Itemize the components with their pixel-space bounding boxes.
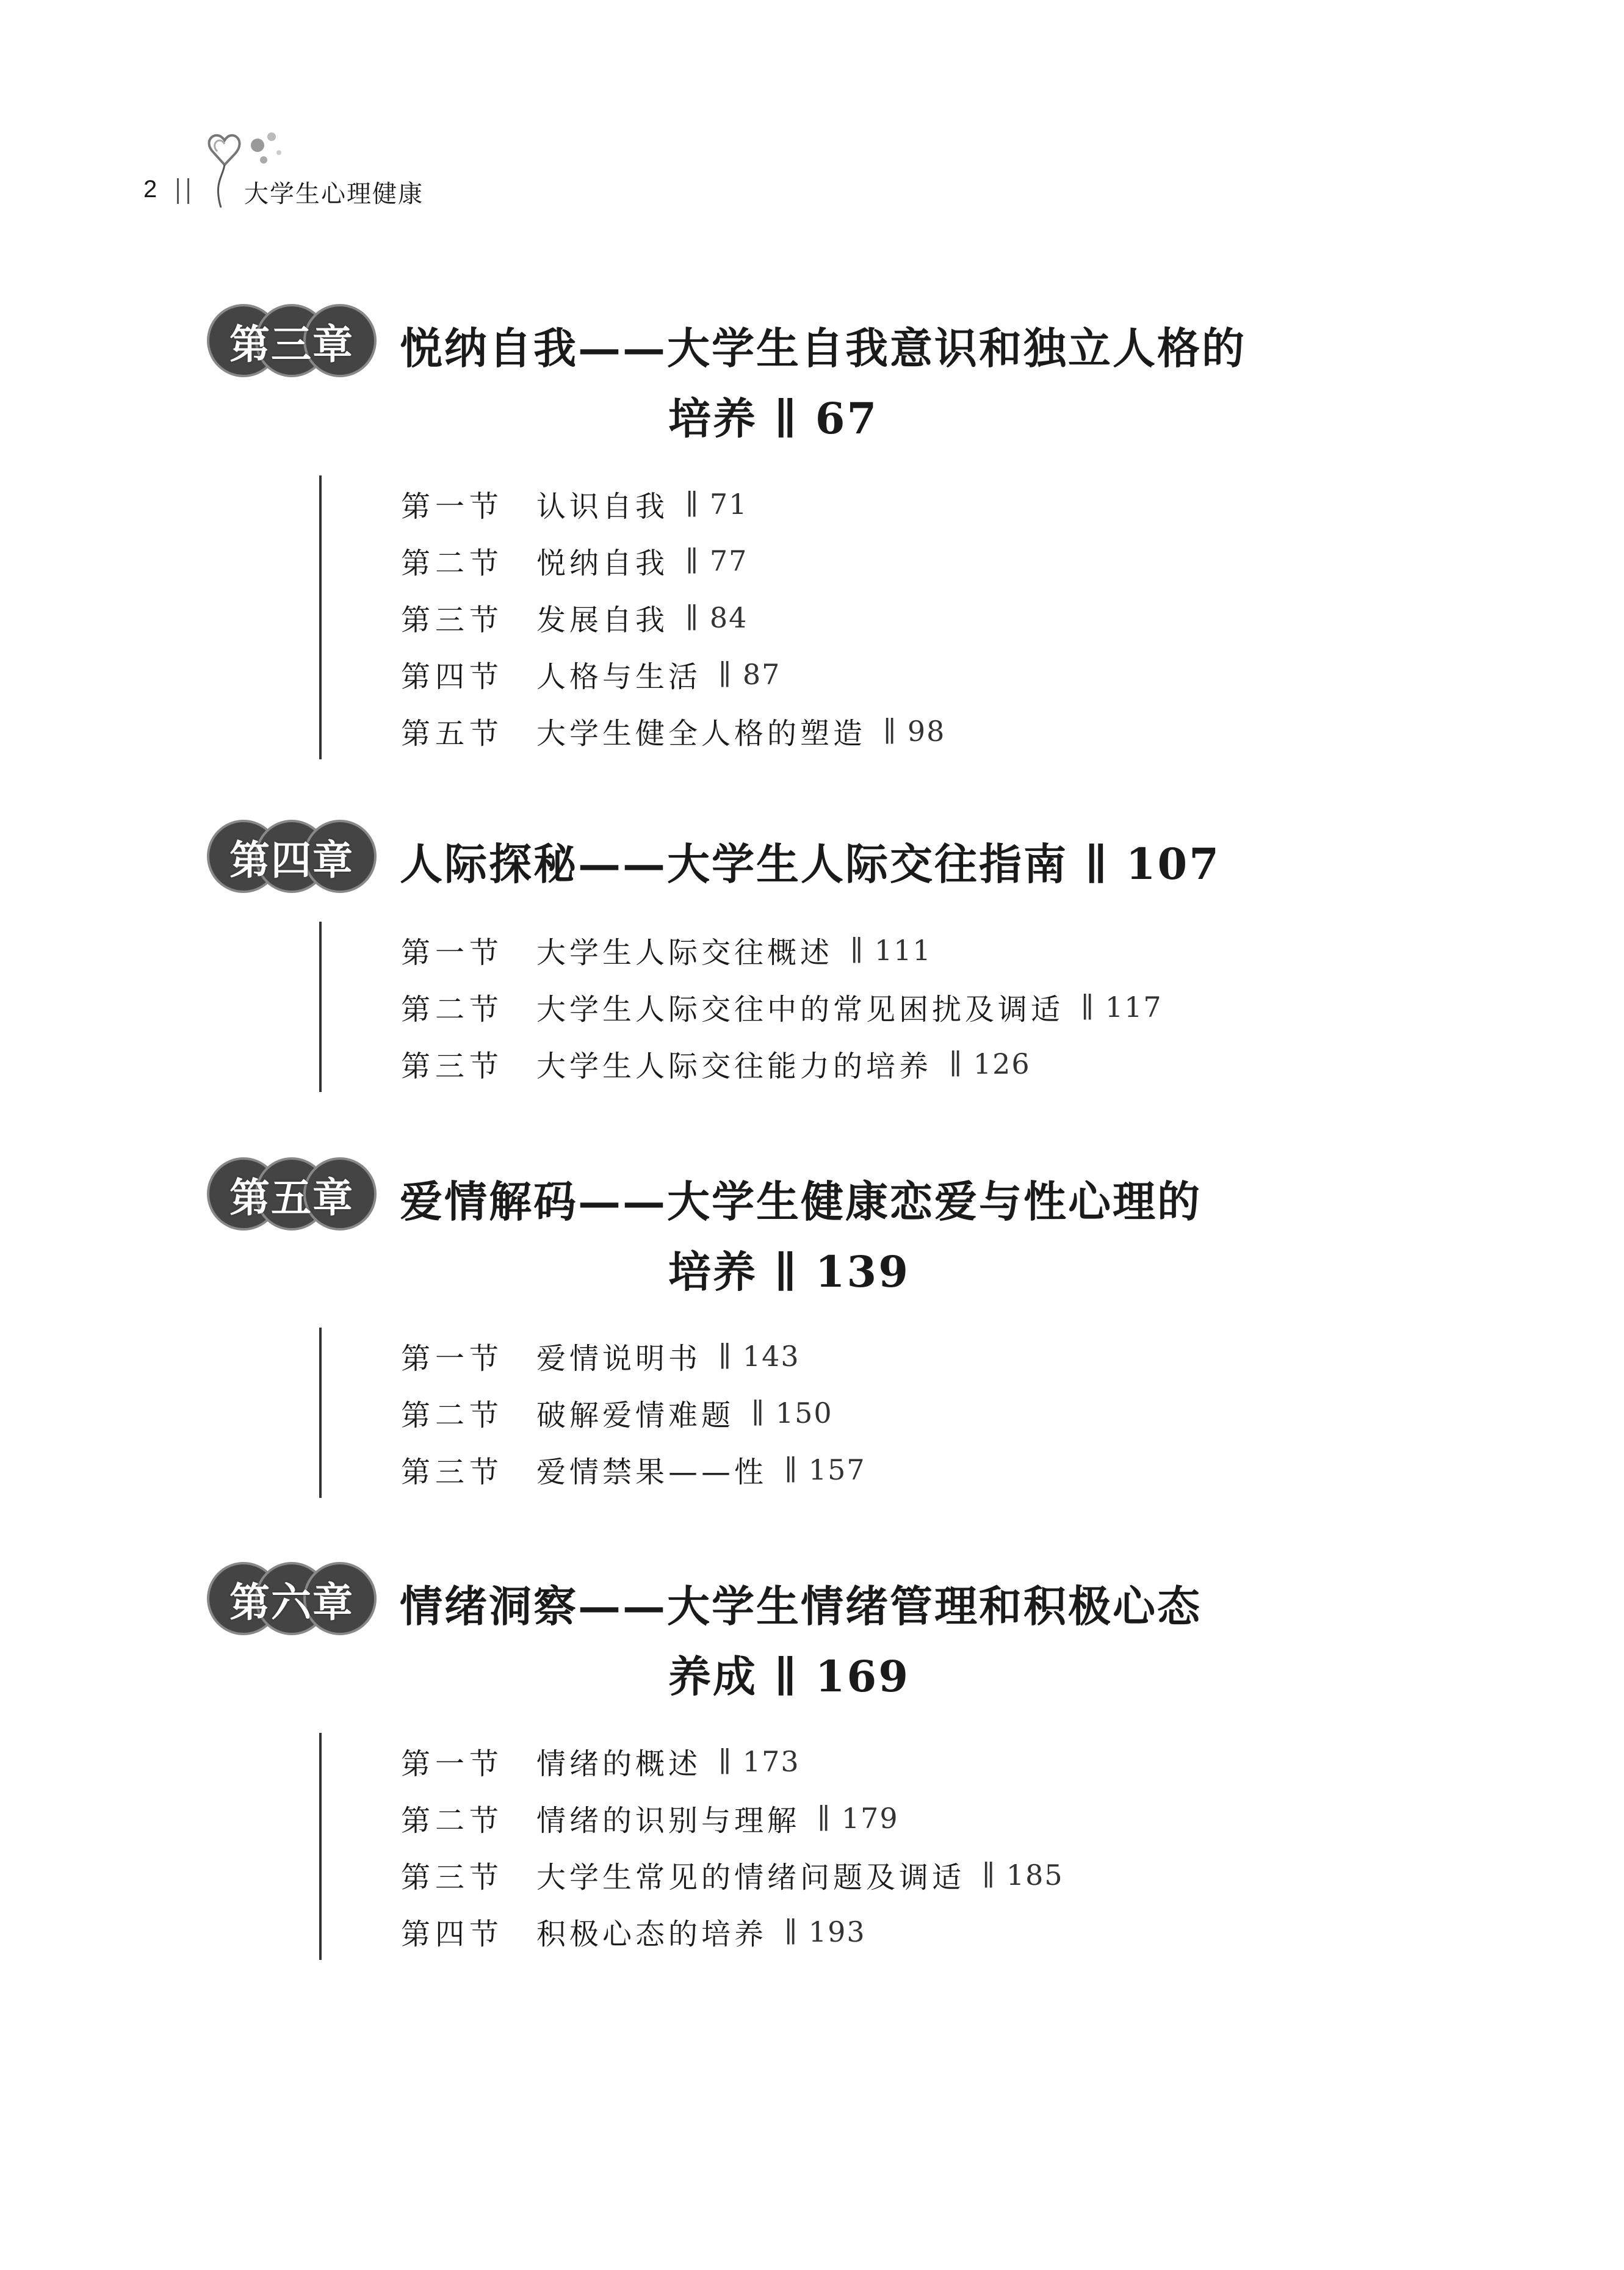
section-title: 大学生健全人格的塑造 (536, 717, 867, 751)
section-list (319, 922, 1163, 1092)
section-number: 第三节 (401, 1860, 504, 1895)
chapter-badge (206, 819, 377, 894)
section-number: 第四节 (401, 1917, 504, 1951)
section-item[interactable] (401, 1903, 1064, 1960)
section-item[interactable] (401, 532, 945, 589)
page-number: 2 (143, 176, 157, 203)
section-item[interactable] (401, 589, 945, 646)
section-title: 大学生常见的情绪问题及调适 (536, 1860, 965, 1895)
section-page: ∥ 117 (1081, 990, 1163, 1024)
section-number: 第一节 (401, 936, 504, 970)
section-page: ∥ 98 (883, 714, 946, 748)
section-title: 情绪的识别与理解 (536, 1804, 801, 1838)
section-title: 大学生人际交往中的常见困扰及调适 (536, 992, 1064, 1027)
section-number: 第三节 (401, 603, 504, 637)
chapter-badge (206, 303, 377, 378)
section-title: 爱情说明书 (536, 1342, 702, 1376)
chapter-title[interactable]: 人际探秘——大学生人际交往指南 ∥ 107 (400, 839, 1221, 889)
section-list (319, 1733, 1064, 1960)
section-title: 情绪的概述 (536, 1747, 702, 1781)
section-page: ∥ 150 (751, 1396, 833, 1430)
chapter-title[interactable]: 爱情解码——大学生健康恋爱与性心理的 (400, 1176, 1202, 1227)
chapter-title-continued[interactable]: 培养 ∥ 67 (668, 393, 879, 444)
chapter-title-continued[interactable]: 培养 ∥ 139 (668, 1246, 910, 1297)
section-title: 认识自我 (536, 490, 669, 524)
section-page: ∥ 193 (784, 1915, 866, 1948)
section-page: ∥ 71 (685, 487, 748, 521)
section-title: 积极心态的培养 (536, 1917, 768, 1951)
section-item[interactable] (401, 1846, 1064, 1903)
section-item[interactable] (401, 475, 945, 532)
section-title: 悦纳自我 (536, 546, 669, 580)
section-page: ∥ 185 (982, 1858, 1064, 1892)
section-title: 大学生人际交往概述 (536, 936, 834, 970)
section-number: 第三节 (401, 1455, 504, 1489)
chapter-badge-label: 第五章 (229, 1173, 354, 1221)
section-item[interactable] (401, 1733, 1064, 1790)
running-header (140, 116, 690, 214)
section-page: ∥ 157 (784, 1453, 866, 1486)
section-list (319, 1328, 866, 1498)
section-title: 发展自我 (536, 603, 669, 637)
section-number: 第五节 (401, 717, 504, 751)
header-divider (177, 178, 189, 204)
section-number: 第一节 (401, 1747, 504, 1781)
section-page: ∥ 84 (685, 601, 748, 634)
section-page: ∥ 111 (850, 933, 932, 967)
chapter-badge-label: 第六章 (229, 1578, 354, 1626)
chapter-badge (206, 1561, 377, 1636)
section-item[interactable] (401, 1790, 1064, 1846)
chapter-badge (206, 1157, 377, 1231)
section-list (319, 475, 945, 759)
section-number: 第二节 (401, 992, 504, 1027)
book-title: 大学生心理健康 (244, 180, 424, 208)
section-item[interactable] (401, 1384, 866, 1441)
section-title: 大学生人际交往能力的培养 (536, 1049, 933, 1083)
section-item[interactable] (401, 922, 1163, 978)
section-page: ∥ 179 (817, 1801, 899, 1835)
section-number: 第二节 (401, 546, 504, 580)
section-item[interactable] (401, 646, 945, 703)
chapter-title[interactable]: 悦纳自我——大学生自我意识和独立人格的 (400, 323, 1246, 374)
section-title: 人格与生活 (536, 660, 702, 694)
section-number: 第一节 (401, 490, 504, 524)
section-title: 破解爱情难题 (536, 1398, 735, 1433)
section-title: 爱情禁果——性 (536, 1455, 768, 1489)
section-item[interactable] (401, 1328, 866, 1384)
section-item[interactable] (401, 1035, 1163, 1092)
section-page: ∥ 173 (718, 1744, 800, 1778)
section-page: ∥ 126 (949, 1047, 1031, 1080)
section-item[interactable] (401, 978, 1163, 1035)
chapter-title-continued[interactable]: 养成 ∥ 169 (668, 1651, 910, 1702)
section-number: 第一节 (401, 1342, 504, 1376)
section-page: ∥ 143 (718, 1339, 800, 1373)
section-number: 第四节 (401, 660, 504, 694)
section-page: ∥ 77 (685, 544, 748, 577)
section-number: 第二节 (401, 1398, 504, 1433)
section-number: 第三节 (401, 1049, 504, 1083)
section-item[interactable] (401, 703, 945, 759)
chapter-badge-label: 第三章 (229, 320, 354, 368)
section-item[interactable] (401, 1441, 866, 1498)
chapter-title[interactable]: 情绪洞察——大学生情绪管理和积极心态 (400, 1581, 1202, 1632)
chapter-badge-label: 第四章 (229, 836, 354, 884)
section-number: 第二节 (401, 1804, 504, 1838)
section-page: ∥ 87 (718, 657, 781, 691)
